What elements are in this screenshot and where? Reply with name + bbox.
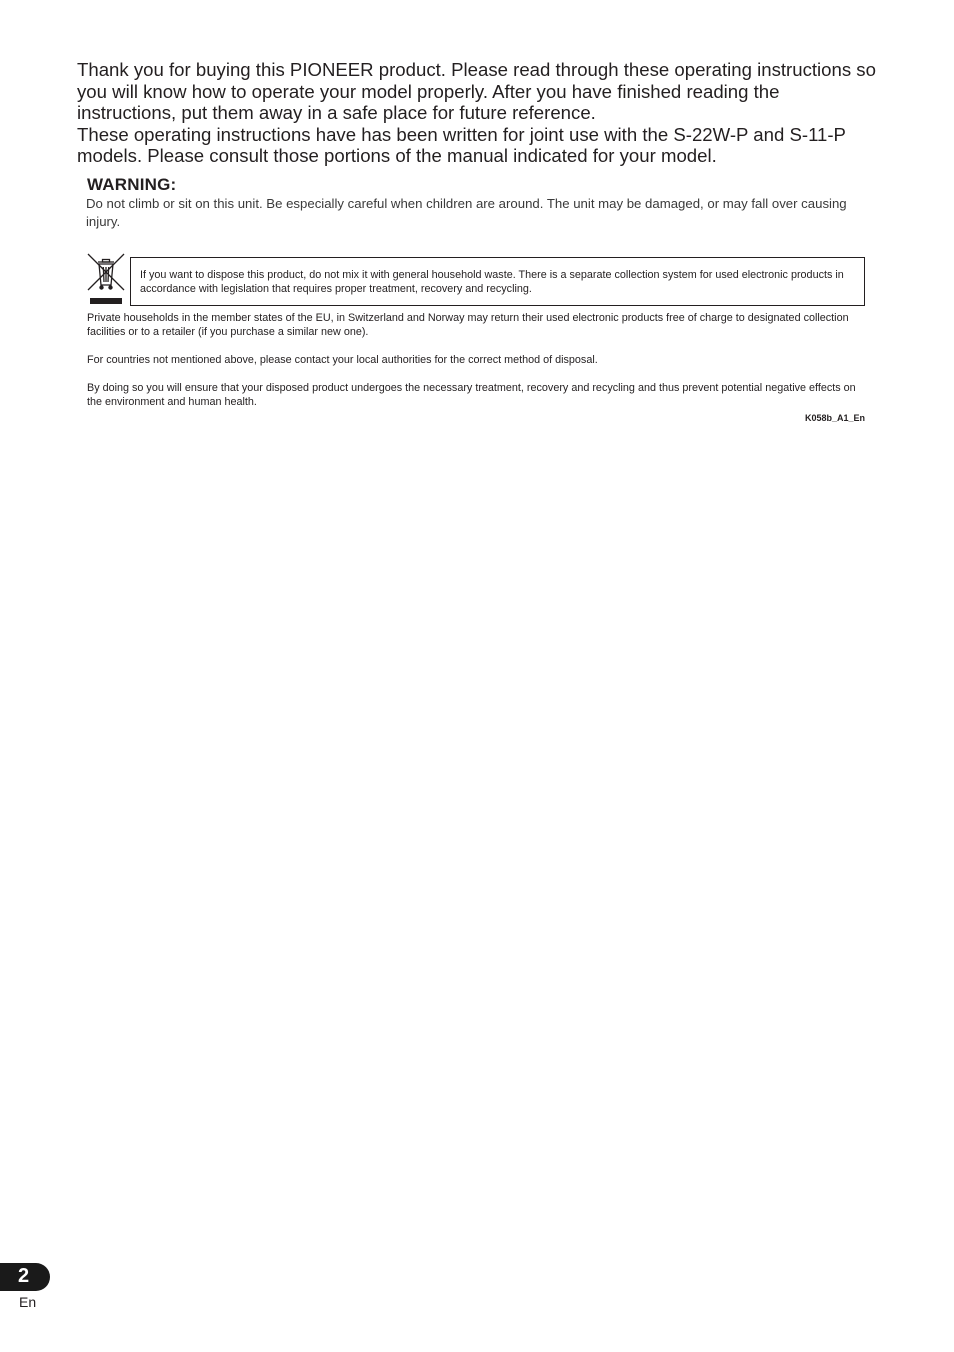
intro-text — [77, 59, 877, 167]
disposal-paragraph-3: By doing so you will ensure that your disposed product undergoes the necessary treatment, recovery and recycling and thus prevent potential negative effects on the environment and human health. — [87, 382, 856, 408]
page-number: 2 — [18, 1265, 30, 1287]
disposal-notice-box: If you want to dispose this product, do not mix it with general household waste. There is a separate collection system for used electronic products in accordance with legislation that requires proper treatment, recovery and recycling. — [130, 257, 865, 306]
warning-text: Do not climb or sit on this unit. Be especially careful when children are around. The unit may be damaged, or may fall over causing injury. — [86, 196, 847, 229]
crossed-out-wheelie-bin-icon — [86, 252, 126, 306]
intro-paragraph-1: Thank you for buying this PIONEER product. Please read through these operating instructions so you will know how to operate your model properly. After you have finished reading the instructions, put them away in a safe place for future reference. — [77, 59, 876, 123]
disposal-paragraph-1: Private households in the member states of the EU, in Switzerland and Norway may return their used electronic products free of charge to designated collection facilities or to a retailer (if you purchase a similar new one). — [87, 312, 849, 338]
warning-heading: WARNING: — [87, 175, 177, 194]
intro-paragraph-2: These operating instructions have has been written for joint use with the S-22W-P and S-11-P models. Please consult those portions of the manual indicated for your model. — [77, 123, 846, 166]
language-code: En — [19, 1294, 37, 1310]
reference-code: K058b_A1_En — [804, 413, 865, 423]
disposal-paragraph-2: For countries not mentioned above, please contact your local authorities for the correct method of disposal. — [87, 354, 598, 366]
